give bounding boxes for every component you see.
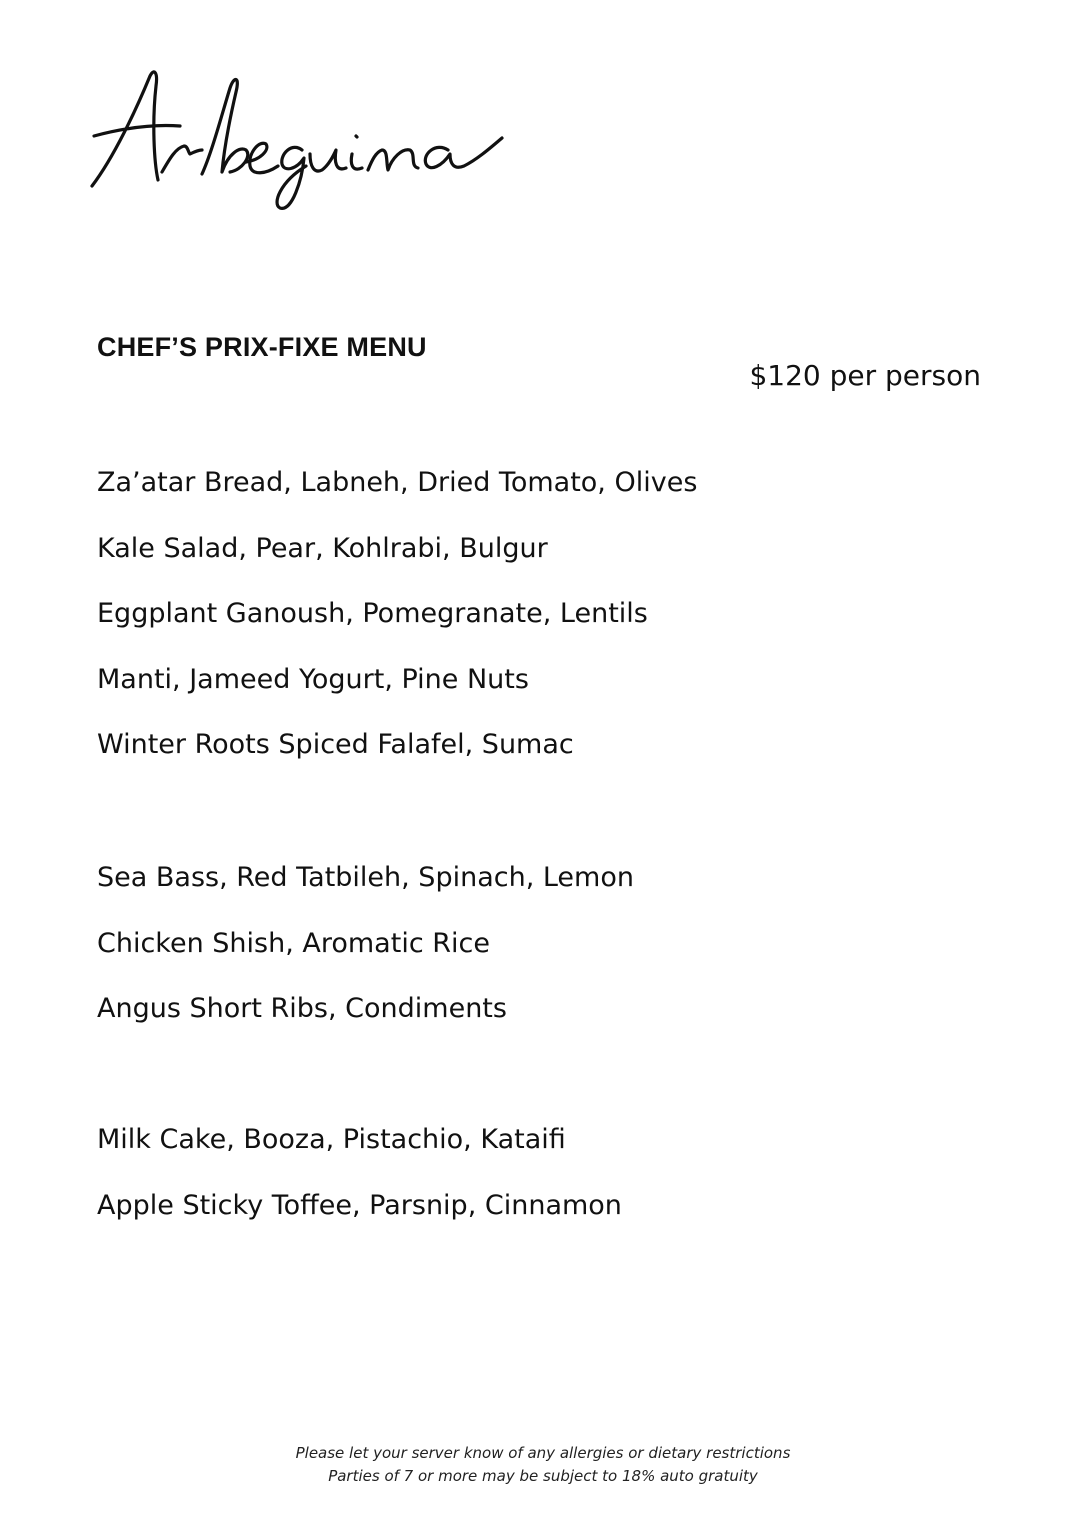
course-list: [97, 467, 697, 795]
menu-item: Za’atar Bread, Labneh, Dried Tomato, Olives: [97, 467, 698, 498]
menu-footer: [0, 1442, 1086, 1488]
menu-item: Sea Bass, Red Tatbileh, Spinach, Lemon: [97, 862, 634, 893]
course-list: [97, 1124, 622, 1255]
menu-item: Kale Salad, Pear, Kohlrabi, Bulgur: [97, 532, 548, 564]
menu-item: Chicken Shish, Aromatic Rice: [97, 927, 490, 959]
script-wordmark: [84, 62, 514, 222]
menu-item: Manti, Jameed Yogurt, Pine Nuts: [97, 663, 529, 695]
menu-item: Eggplant Ganoush, Pomegranate, Lentils: [97, 598, 648, 629]
restaurant-logo: [84, 62, 514, 222]
menu-item: Milk Cake, Booza, Pistachio, Kataifi: [97, 1124, 566, 1155]
course-list: [97, 862, 634, 1059]
menu-item: Angus Short Ribs, Condiments: [97, 993, 507, 1024]
menu-item: Winter Roots Spiced Falafel, Sumac: [97, 729, 574, 760]
allergy-note: Please let your server know of any allergies or dietary restrictions: [295, 1444, 791, 1462]
gratuity-note: Parties of 7 or more may be subject to 18% auto gratuity: [328, 1467, 758, 1485]
menu-item: Apple Sticky Toffee, Parsnip, Cinnamon: [97, 1189, 622, 1221]
menu-title: CHEF’S PRIX-FIXE MENU: [97, 332, 427, 362]
menu-price: $120 per person: [749, 359, 981, 392]
